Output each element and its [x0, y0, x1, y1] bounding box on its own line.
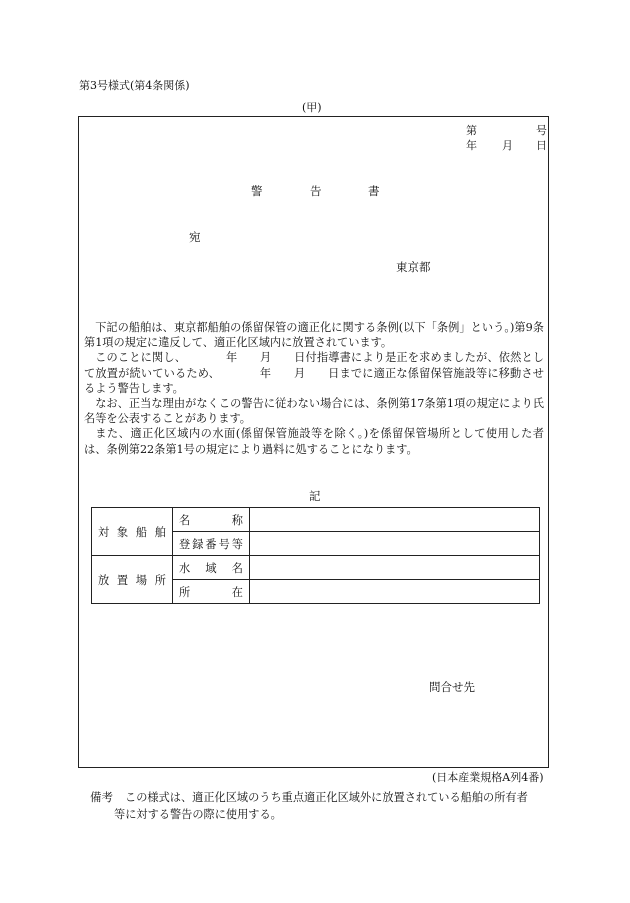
date-month: 月	[502, 139, 513, 152]
field-registration-label: 登 録 番 号 等	[179, 537, 243, 551]
addressee-label: 宛	[189, 230, 201, 244]
field-name-value[interactable]	[250, 508, 540, 532]
field-address-value[interactable]	[250, 580, 540, 604]
body-paragraph-2: このことに関し、 年 月 日付指導書により是正を求めましたが、依然として放置が続いているため、 年 月 日までに適正な係留保管施設等に移動させるよう警告します。	[84, 351, 544, 395]
field-water-area	[173, 556, 250, 580]
field-name	[173, 508, 250, 532]
field-address	[173, 580, 250, 604]
group-target-ship-label: 対 象 船 舶	[98, 525, 166, 539]
remarks-line-1: この様式は、適正化区域のうち重点適正化区域外に放置されている船舶の所有者	[125, 791, 528, 804]
title-char-2: 告	[310, 184, 322, 198]
date-year: 年	[466, 139, 477, 152]
table-row	[92, 508, 540, 532]
doc-number-dai: 第	[466, 124, 477, 137]
group-location	[92, 556, 173, 604]
field-water-area-label: 水 域 名	[179, 561, 243, 575]
remarks-label: 備考	[90, 790, 113, 804]
title-char-3: 書	[368, 184, 380, 198]
contact-label: 問合せ先	[429, 680, 475, 694]
field-registration-value[interactable]	[250, 532, 540, 556]
group-target-ship	[92, 508, 173, 556]
body-paragraph-4: また、適正化区域内の水面(係留保管施設等を除く。)を係留保管場所として使用した者は、条例第22条第1号の規定により過料に処することになります。	[84, 427, 544, 456]
field-address-label: 所 在	[179, 585, 243, 599]
ship-table	[91, 507, 540, 604]
date-day: 日	[536, 139, 547, 152]
body-paragraph-3: なお、正当な理由がなくこの警告に従わない場合には、条例第17条第1項の規定により氏名等を公表することがあります。	[84, 397, 544, 426]
group-location-label: 放 置 場 所	[98, 573, 166, 587]
field-name-label: 名 称	[179, 513, 243, 527]
table-row	[92, 556, 540, 580]
title-char-1: 警	[251, 184, 263, 198]
body-paragraph-1: 下記の船舶は、東京都船舶の係留保管の適正化に関する条例(以下「条例」という。)第9条第1項の規定に違反して、適正化区域内に放置されています。	[84, 321, 544, 350]
ki-label: 記	[309, 489, 321, 503]
remarks-line-2: 等に対する警告の際に使用する。	[114, 808, 282, 821]
body-text	[84, 320, 544, 457]
field-water-area-value[interactable]	[250, 556, 540, 580]
field-registration	[173, 532, 250, 556]
paper-size: (日本産業規格A列4番)	[432, 771, 544, 784]
sender: 東京都	[396, 260, 431, 274]
doc-number-gou: 号	[536, 124, 547, 137]
kou-label: (甲)	[302, 101, 322, 114]
form-number: 第3号様式(第4条関係)	[79, 79, 190, 92]
